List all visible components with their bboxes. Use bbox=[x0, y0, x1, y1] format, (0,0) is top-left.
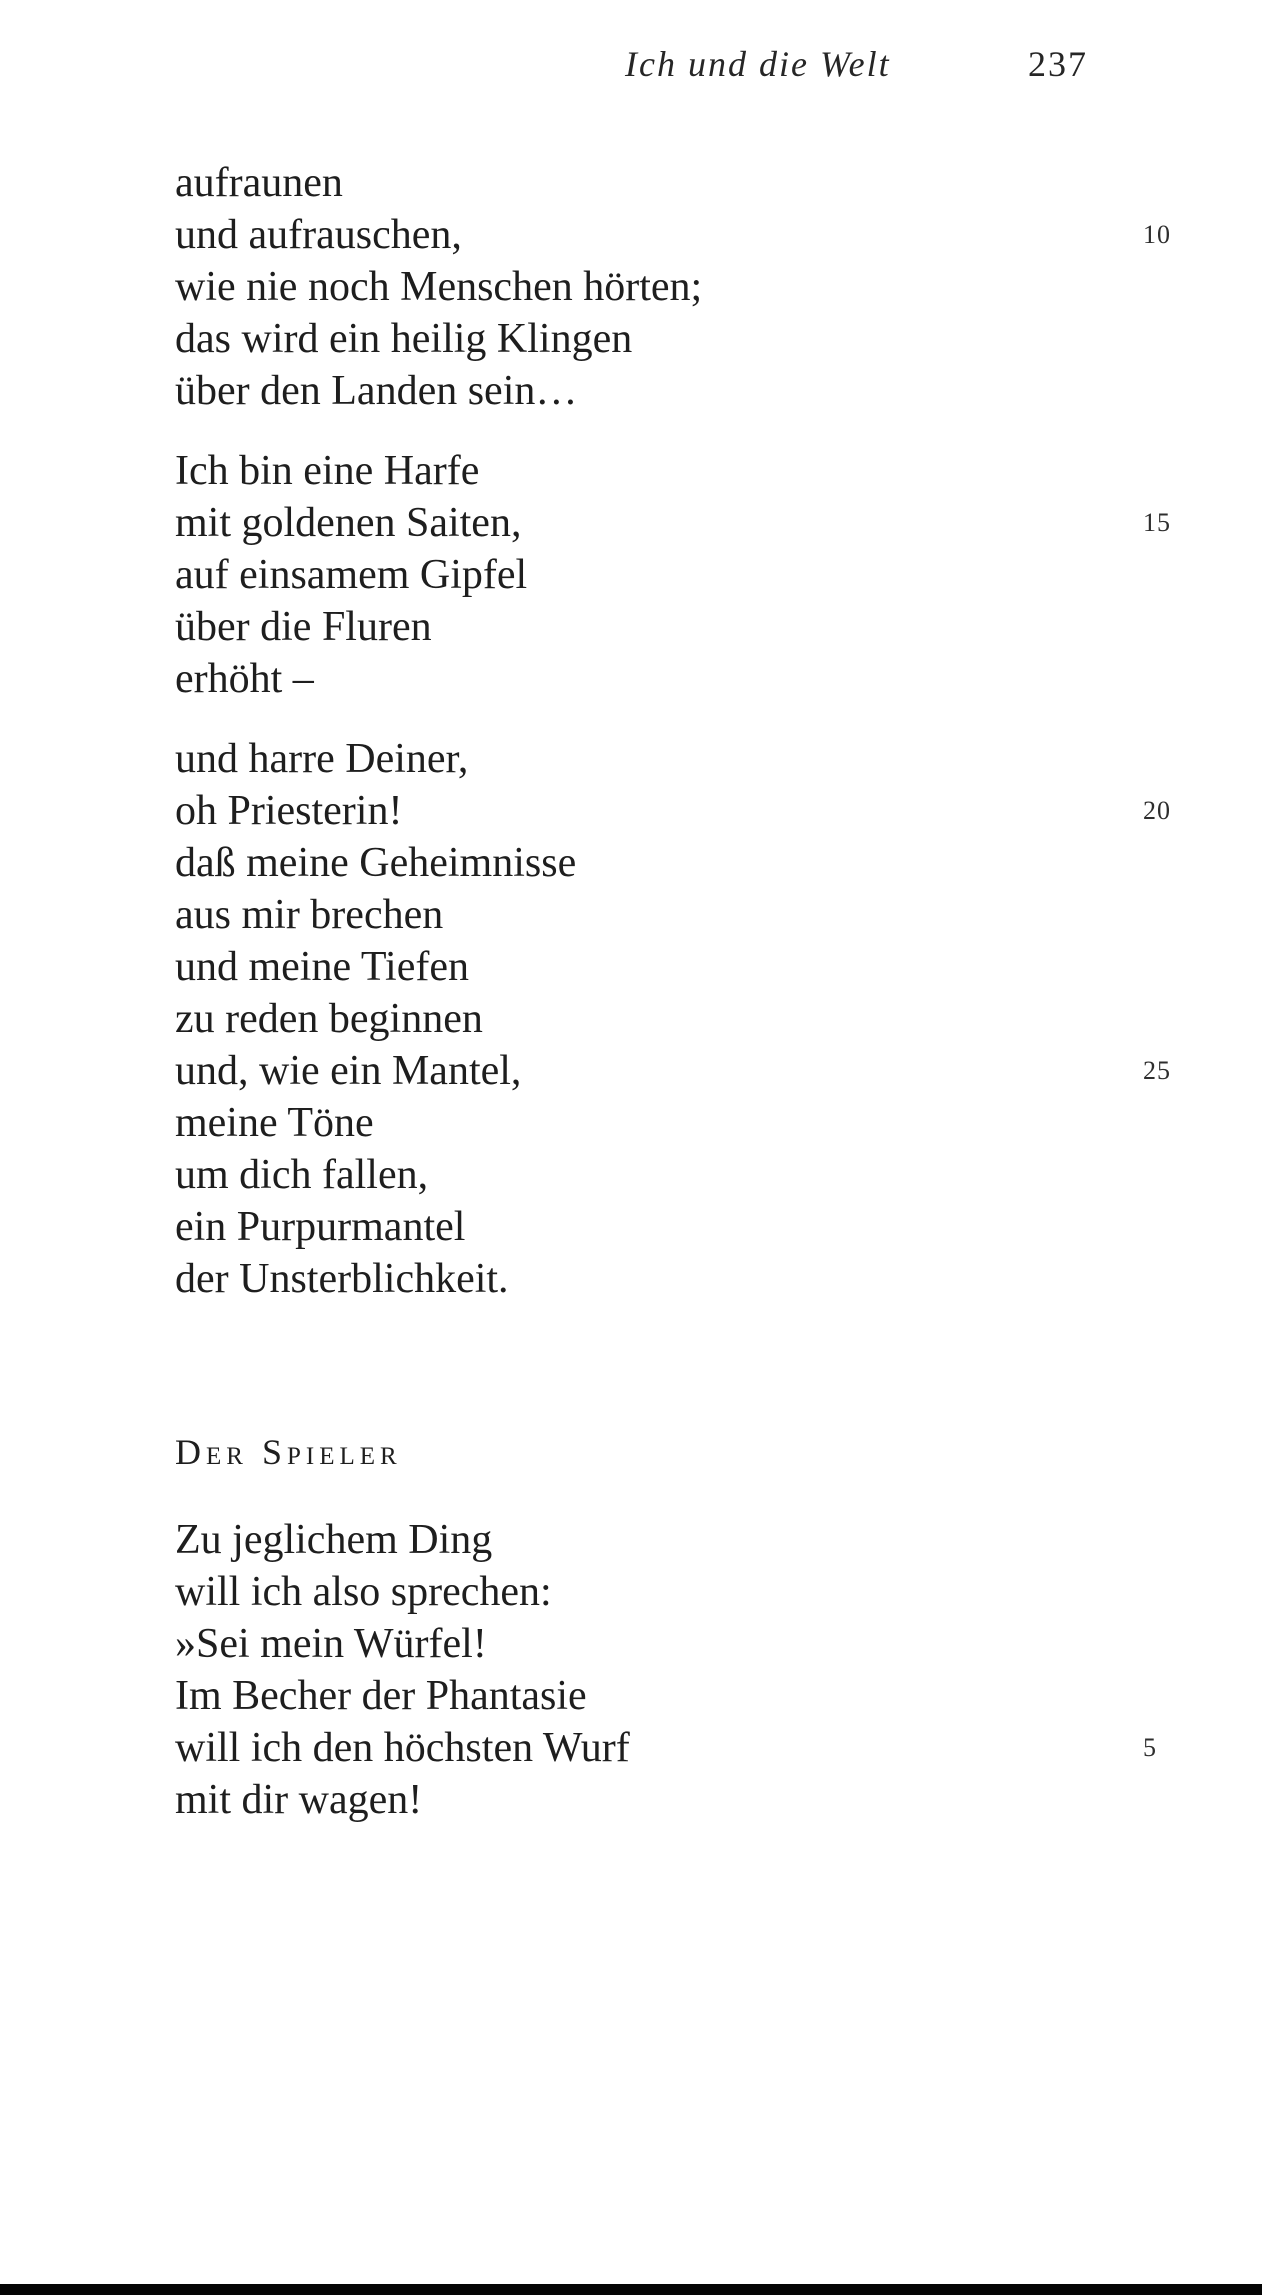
poem-line bbox=[175, 365, 1235, 417]
running-header bbox=[0, 38, 1262, 90]
poem-line bbox=[175, 497, 1235, 549]
poem-line-text: »Sei mein Würfel! bbox=[175, 1621, 487, 1667]
poem-line bbox=[175, 209, 1235, 261]
poem-line bbox=[175, 549, 1235, 601]
poem-line-text: will ich den höchsten Wurf bbox=[175, 1725, 630, 1771]
poem-line-text: und, wie ein Mantel, bbox=[175, 1048, 522, 1094]
poem-line bbox=[175, 889, 1235, 941]
poem-line bbox=[175, 1670, 1235, 1722]
poem-line-text: Ich bin eine Harfe bbox=[175, 448, 480, 494]
poem-line bbox=[175, 445, 1235, 497]
poem-line-text: und harre Deiner, bbox=[175, 736, 469, 782]
poem-line bbox=[175, 261, 1235, 313]
poem-line-text: das wird ein heilig Klingen bbox=[175, 316, 633, 362]
poem-line-text: will ich also sprechen: bbox=[175, 1569, 552, 1615]
scan-bottom-bar bbox=[0, 2284, 1262, 2295]
poem-line-text: daß meine Geheimnisse bbox=[175, 840, 577, 886]
poem-line bbox=[175, 993, 1235, 1045]
poem-line bbox=[175, 1045, 1235, 1097]
page-number: 237 bbox=[1028, 44, 1088, 84]
line-number: 25 bbox=[1143, 1056, 1171, 1085]
line-number: 15 bbox=[1143, 508, 1171, 537]
stanza bbox=[175, 445, 1235, 733]
poem-line bbox=[175, 1722, 1235, 1774]
poem-line-text: mit dir wagen! bbox=[175, 1777, 423, 1823]
poem-line bbox=[175, 785, 1235, 837]
poem-line-text: aufraunen bbox=[175, 160, 343, 206]
line-number: 10 bbox=[1143, 220, 1171, 249]
poem-line-text: und meine Tiefen bbox=[175, 944, 469, 990]
poem-line-text: wie nie noch Menschen hörten; bbox=[175, 264, 703, 310]
poem-line bbox=[175, 941, 1235, 993]
poem-line bbox=[175, 733, 1235, 785]
poem-line bbox=[175, 157, 1235, 209]
poem-line bbox=[175, 1774, 1235, 1826]
poem-line-text: über die Fluren bbox=[175, 604, 432, 650]
poem-line-text: über den Landen sein… bbox=[175, 368, 578, 414]
poem-line bbox=[175, 1201, 1235, 1253]
poem-line-text: der Unsterblichkeit. bbox=[175, 1256, 509, 1302]
poem-heading: Der Spieler bbox=[175, 1432, 402, 1472]
poem-line-text: zu reden beginnen bbox=[175, 996, 483, 1042]
poem-line-text: Im Becher der Phantasie bbox=[175, 1673, 587, 1719]
poem-line-text: aus mir brechen bbox=[175, 892, 444, 938]
stanza bbox=[175, 1514, 1235, 1854]
poem bbox=[175, 157, 1235, 1333]
poem-line bbox=[175, 1097, 1235, 1149]
poem-line-text: erhöht – bbox=[175, 656, 314, 702]
poem-area bbox=[175, 157, 1235, 1854]
poem-line bbox=[175, 1514, 1235, 1566]
stanza bbox=[175, 157, 1235, 445]
running-title: Ich und die Welt bbox=[625, 44, 891, 84]
poem-line-text: auf einsamem Gipfel bbox=[175, 552, 528, 598]
poem-line-text: meine Töne bbox=[175, 1100, 374, 1146]
poem-line-text: und aufrauschen, bbox=[175, 212, 462, 258]
poem-line bbox=[175, 601, 1235, 653]
poem-line-text: Zu jeglichem Ding bbox=[175, 1517, 493, 1563]
line-number: 20 bbox=[1143, 796, 1171, 825]
poem-line bbox=[175, 1566, 1235, 1618]
poem-line bbox=[175, 1253, 1235, 1305]
poem-line bbox=[175, 1149, 1235, 1201]
poem-line-text: mit goldenen Saiten, bbox=[175, 500, 522, 546]
poem-line-text: um dich fallen, bbox=[175, 1152, 429, 1198]
poem bbox=[175, 1333, 1235, 1854]
poem-line bbox=[175, 1618, 1235, 1670]
stanza bbox=[175, 733, 1235, 1333]
poem-line bbox=[175, 313, 1235, 365]
poem-line bbox=[175, 837, 1235, 889]
poem-line-text: ein Purpurmantel bbox=[175, 1204, 466, 1250]
poem-line bbox=[175, 653, 1235, 705]
line-number: 5 bbox=[1143, 1733, 1157, 1762]
poem-line-text: oh Priesterin! bbox=[175, 788, 403, 834]
